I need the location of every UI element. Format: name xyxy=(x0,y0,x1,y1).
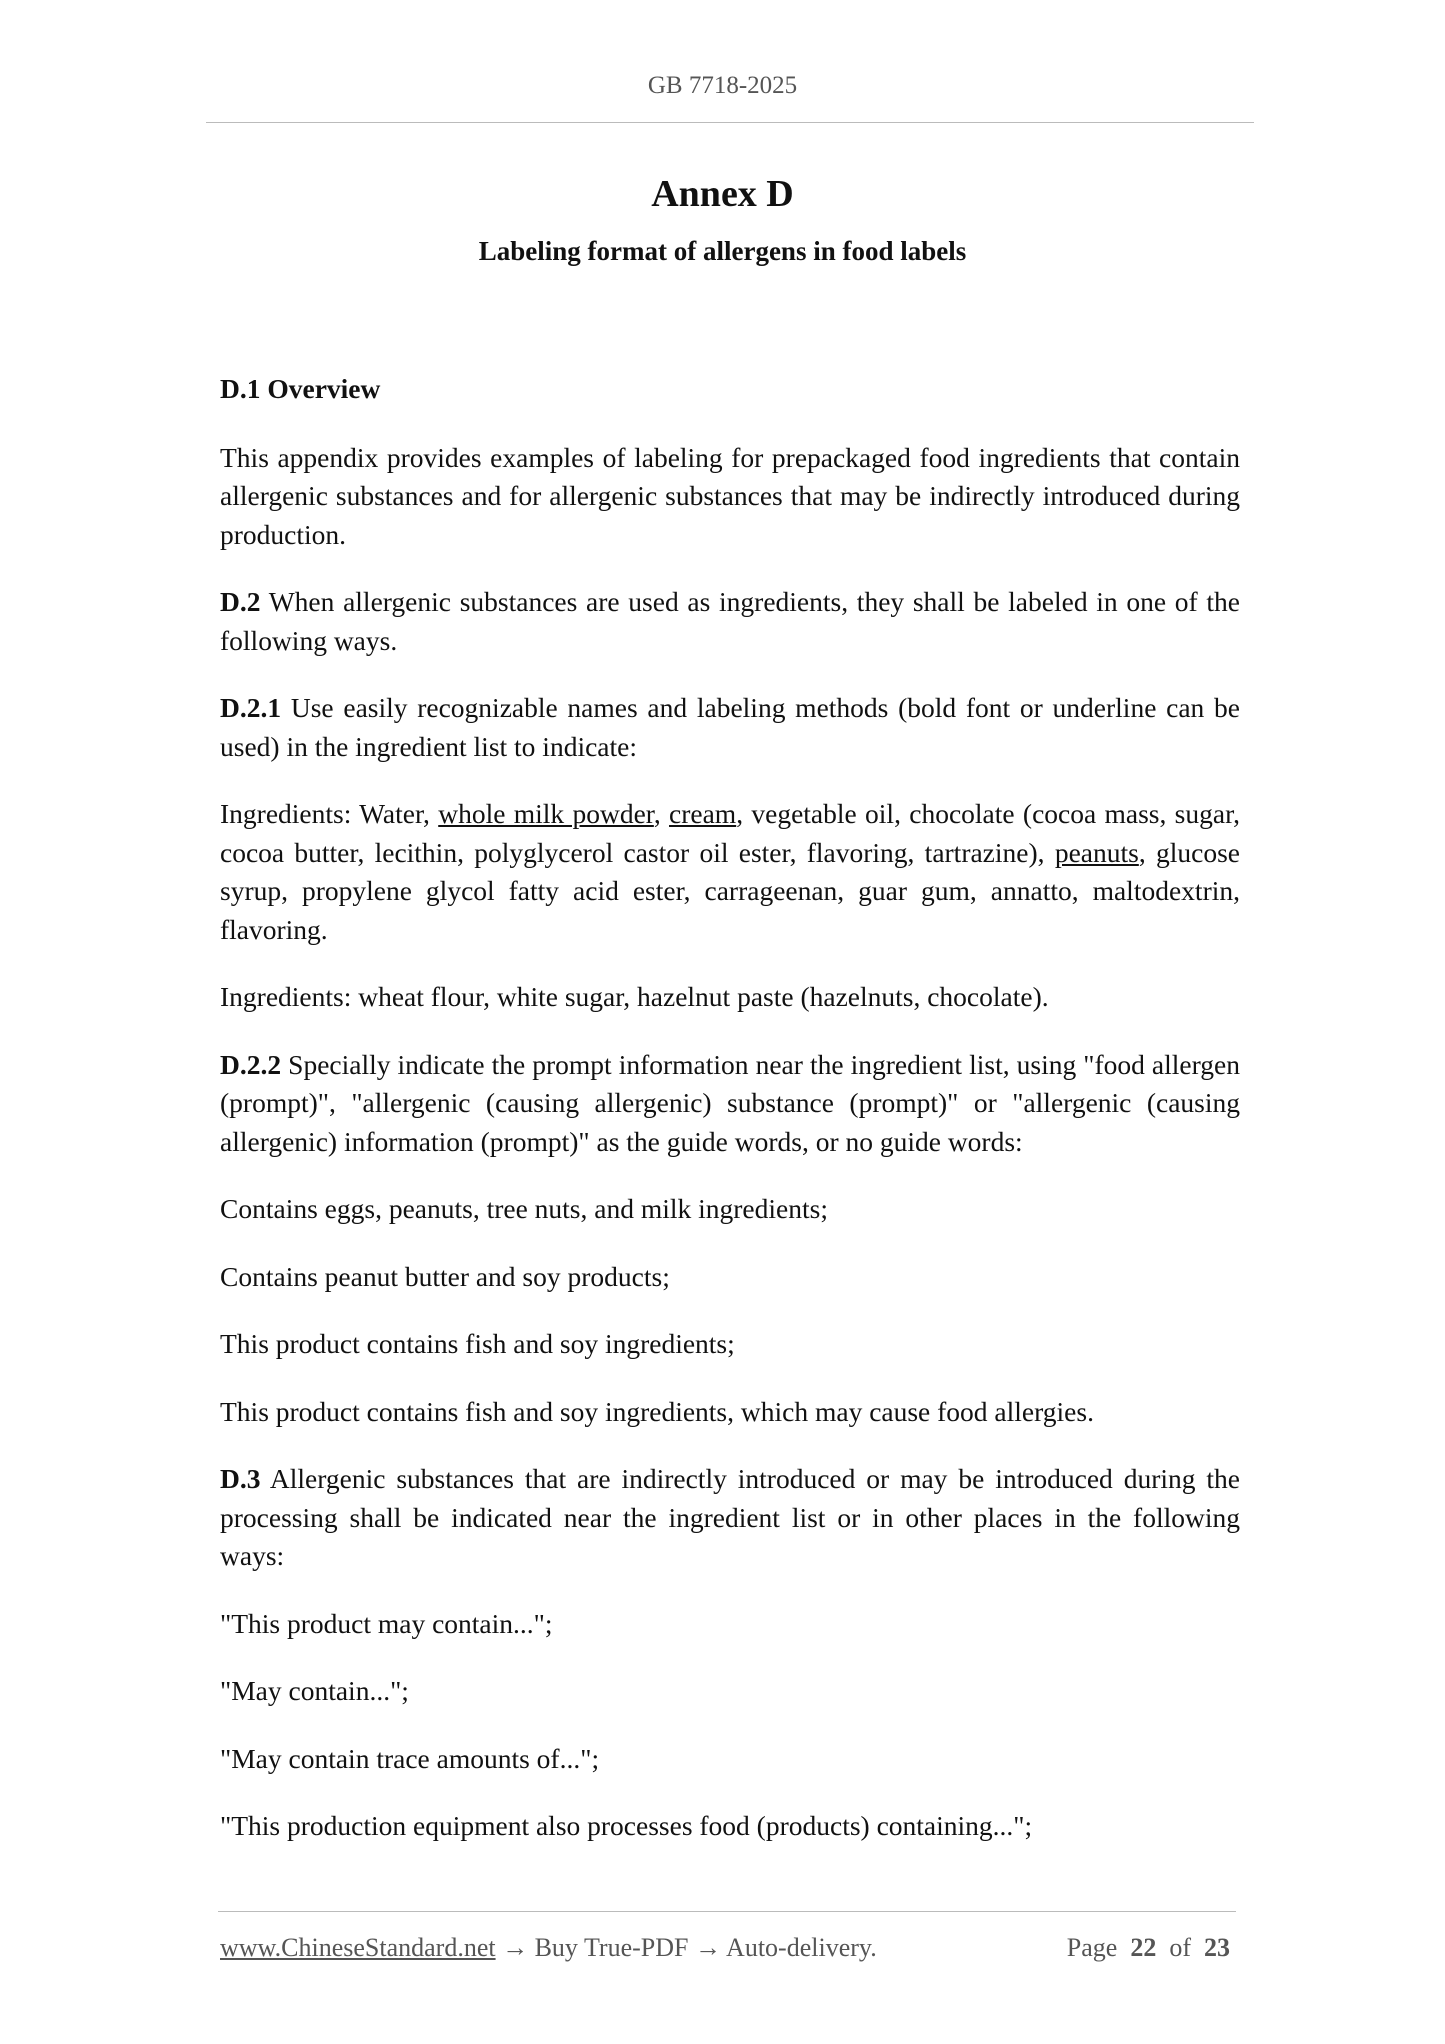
d2-paragraph xyxy=(220,583,1240,660)
d1-paragraph: This appendix provides examples of labeling for prepackaged food ingredients that contain allergenic substances and for allergenic substances that may be indirectly introduced during production. xyxy=(220,441,1240,550)
d22-example: This product contains fish and soy ingredients, which may cause food allergies. xyxy=(220,1395,1094,1427)
annex-subtitle: Labeling format of allergens in food labels xyxy=(478,236,967,266)
page-header: GB 7718-2025 xyxy=(647,72,798,99)
d21-text: Use easily recognizable names and labeling methods (bold font or underline can be used) in the ingredient list to indicate: xyxy=(220,692,1240,762)
d22-text: Specially indicate the prompt information near the ingredient list, using "food allergen (prompt)", "allergenic (causing allergenic) substance (prompt)" or "allergenic (causing allergenic) information (prompt)" as the guide words, or no guide words: xyxy=(220,1048,1240,1157)
ingredients-text: , xyxy=(653,798,670,829)
d22-number: D.2.2 xyxy=(220,1048,282,1080)
header-divider xyxy=(206,122,1254,123)
d3-example: "May contain..."; xyxy=(220,1675,409,1706)
d22-example: Contains eggs, peanuts, tree nuts, and milk ingredients; xyxy=(220,1193,828,1224)
d3-example: "This production equipment also processes food (products) containing..."; xyxy=(220,1810,1033,1841)
d22-example: This product contains fish and soy ingredients; xyxy=(220,1328,735,1359)
page-number xyxy=(1067,1933,1230,1963)
ingredients-text: , glucose syrup, propylene glycol fatty acid ester, carrageenan, guar gum, annatto, maltodextrin, flavoring. xyxy=(220,836,1240,945)
footer-divider xyxy=(218,1911,1236,1912)
allergen-underlined: peanuts xyxy=(1054,836,1139,868)
d3-text: Allergenic substances that are indirectly introduced or may be introduced during the processing shall be indicated near the ingredient list or in other places in the following ways: xyxy=(220,1463,1240,1571)
page-current: 22 xyxy=(1130,1933,1157,1962)
d3-example: "This product may contain..."; xyxy=(220,1607,553,1639)
ingredients-example-2: Ingredients: wheat flour, white sugar, hazelnut paste (hazelnuts, chocolate). xyxy=(220,981,1049,1012)
site-link[interactable]: www.ChineseStandard.net xyxy=(220,1933,496,1962)
page-label: Page xyxy=(1066,1933,1118,1962)
footer-promo-text: → Buy True-PDF → Auto-delivery. xyxy=(495,1933,877,1962)
document-body xyxy=(220,370,1240,1875)
ingredients-text: , vegetable oil, chocolate (cocoa mass, sugar, cocoa butter, lecithin, polyglycerol castor oil ester, flavoring, tartrazine), xyxy=(220,798,1241,868)
annex-title: Annex D xyxy=(651,173,794,215)
page-of-label: of xyxy=(1169,1933,1191,1962)
d21-paragraph xyxy=(220,689,1240,766)
d21-number: D.2.1 xyxy=(220,692,282,723)
ingredients-example-1 xyxy=(220,795,1240,949)
page-total: 23 xyxy=(1204,1933,1230,1962)
allergen-underlined: cream xyxy=(669,798,737,829)
d2-text: When allergenic substances are used as ingredients, they shall be labeled in one of the following ways. xyxy=(220,586,1240,656)
d3-example: "May contain trace amounts of..."; xyxy=(220,1742,600,1774)
d3-number: D.3 xyxy=(220,1463,261,1494)
allergen-underlined: whole milk powder xyxy=(438,798,654,829)
ingredients-text: Ingredients: Water, xyxy=(220,798,439,829)
d22-paragraph xyxy=(220,1046,1240,1162)
d2-number: D.2 xyxy=(220,586,261,617)
d22-example: Contains peanut butter and soy products; xyxy=(220,1260,670,1292)
footer-promo xyxy=(220,1933,877,1963)
d1-heading: D.1 Overview xyxy=(220,373,381,404)
d3-paragraph xyxy=(220,1460,1240,1576)
